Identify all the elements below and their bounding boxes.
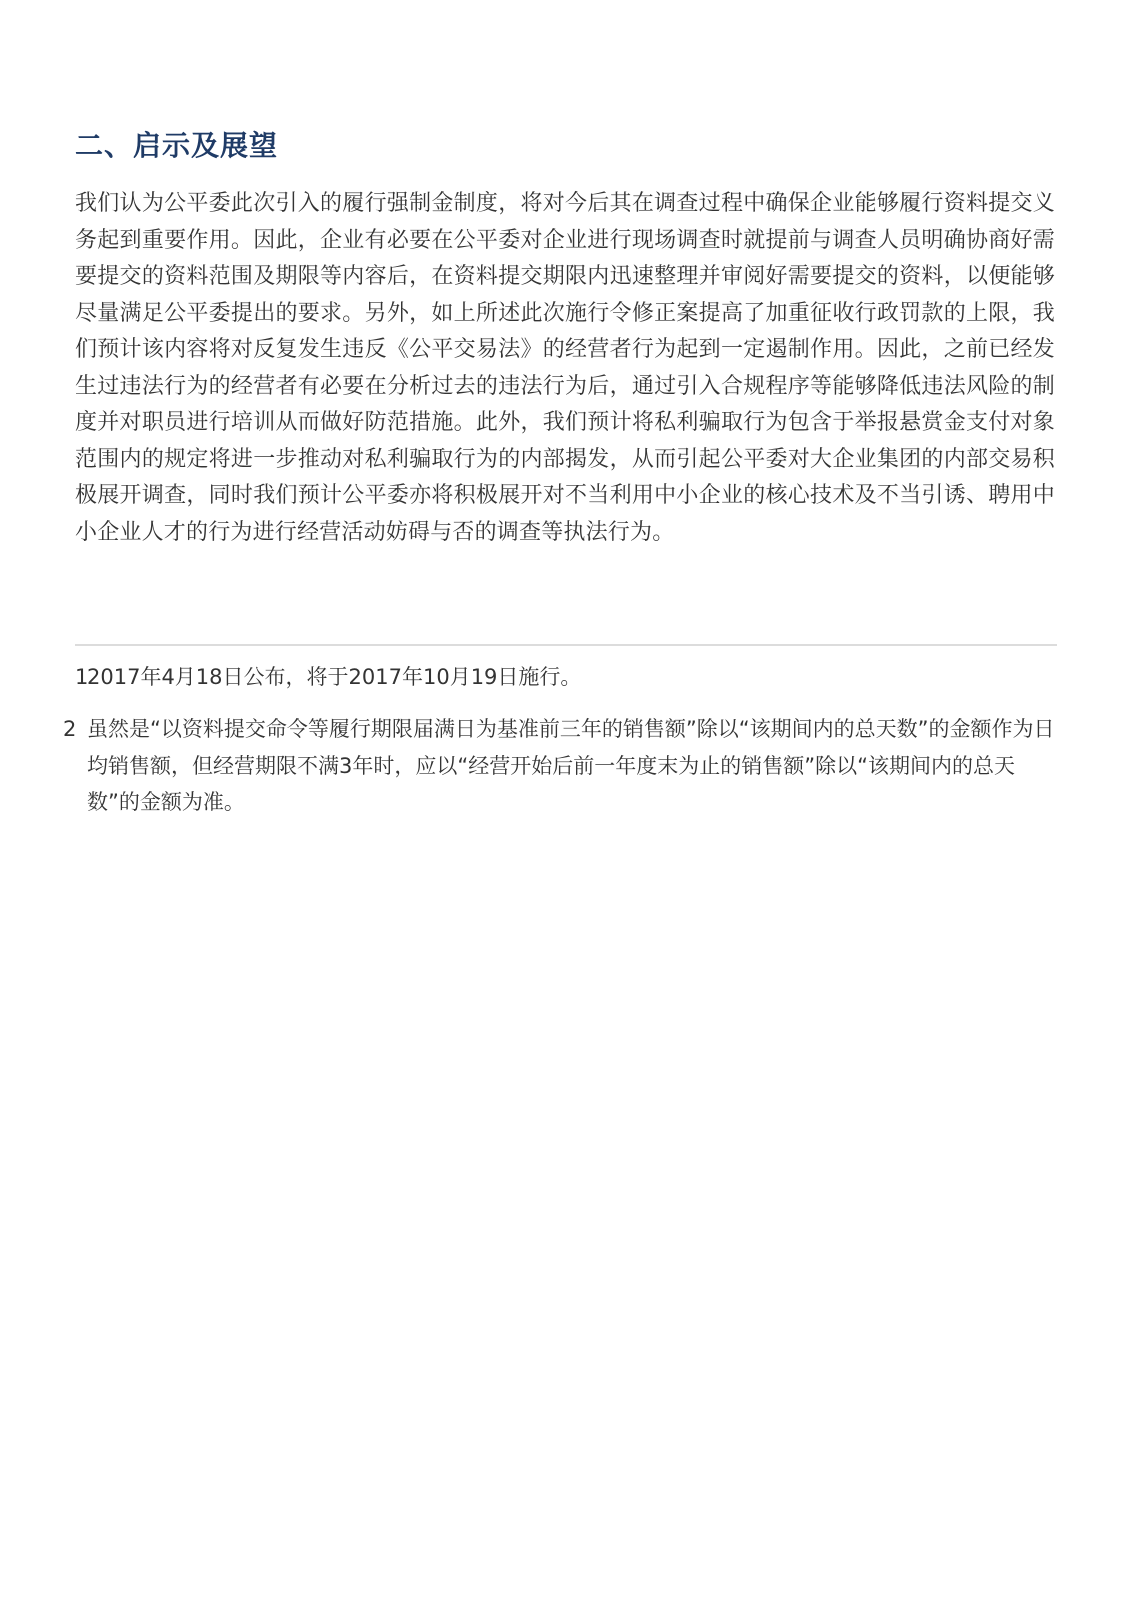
footnote-divider bbox=[75, 644, 1057, 646]
body-paragraph: 我们认为公平委此次引入的履行强制金制度，将对今后其在调查过程中确保企业能够履行资料提交义务起到重要作用。因此，企业有必要在公平委对企业进行现场调查时就提前与调查人员明确协商好需要提交的资料范围及期限等内容后，在资料提交期限内迅速整理并审阅好需要提交的资料，以便能够尽量满足公平委提出的要求。另外，如上所述此次施行令修正案提高了加重征收行政罚款的上限，我们预计该内容将对反复发生违反《公平交易法》的经营者行为起到一定遏制作用。因此，之前已经发生过违法行为的经营者有必要在分析过去的违法行为后，通过引入合规程序等能够降低违法风险的制度并对职员进行培训从而做好防范措施。此外，我们预计将私利骗取行为包含于举报悬赏金支付对象范围内的规定将进一步推动对私利骗取行为的内部揭发，从而引起公平委对大企业集团的内部交易积极展开调查，同时我们预计公平委亦将积极展开对不当利用中小企业的核心技术及不当引诱、聘用中小企业人才的行为进行经营活动妨碍与否的调查等执法行为。 bbox=[75, 191, 1055, 545]
footnote-2-text: 虽然是“以资料提交命令等履行期限届满日为基准前三年的销售额”除以“该期间内的总天数”的金额作为日均销售额，但经营期限不满3年时，应以“经营开始后前一年度末为止的销售额”除以“该期间内的总天数”的金额为准。 bbox=[87, 717, 1055, 814]
footnote-1-number: 1 bbox=[75, 665, 89, 689]
footnote-2 bbox=[63, 711, 1055, 821]
footnote-1-text: 2017年4月18日公布，将于2017年10月19日施行。 bbox=[87, 665, 582, 689]
section-heading: 二、启示及展望 bbox=[75, 129, 279, 162]
footnote-1 bbox=[75, 659, 1055, 696]
footnote-2-number: 2 bbox=[63, 717, 77, 741]
